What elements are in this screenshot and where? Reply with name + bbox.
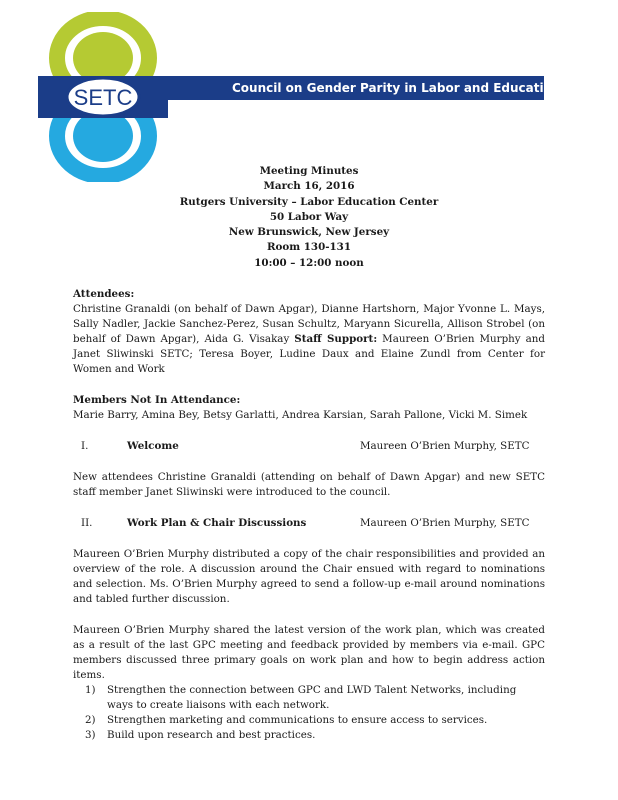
agenda-title: Work Plan & Chair Discussions bbox=[127, 517, 307, 530]
meeting-time: 10:00 – 12:00 noon bbox=[254, 256, 364, 269]
absent-title: Members Not In Attendance: bbox=[73, 394, 241, 407]
logo-text: SETC bbox=[73, 85, 133, 110]
staff-support-names: Maureen O’Brien Murphy and Janet Sliwinski SETC; Teresa Boyer, Ludine Daux and Elaine Zundl from Center for Women and Work bbox=[73, 333, 545, 376]
list-item bbox=[85, 683, 545, 713]
goal-number: 3) bbox=[85, 729, 96, 742]
meeting-venue: Rutgers University – Labor Education Center bbox=[179, 195, 439, 208]
meeting-info bbox=[73, 164, 545, 271]
goal-text: Strengthen the connection between GPC and LWD Talent Networks, including ways to create liaisons with each network. bbox=[107, 684, 517, 712]
agenda-title: Welcome bbox=[127, 440, 179, 453]
staff-support-label: Staff Support: bbox=[294, 333, 378, 346]
goal-number: 2) bbox=[85, 714, 96, 727]
meeting-room: Room 130-131 bbox=[266, 241, 352, 254]
agenda-number: II. bbox=[81, 517, 93, 530]
agenda-presenter: Maureen O’Brien Murphy, SETC bbox=[360, 517, 530, 530]
work-plan-paragraph-1: Maureen O’Brien Murphy distributed a copy of the chair responsibilities and provided an overview of the role. A discussion around the Chair ensued with regard to nominations and selection. Ms. O’Brien Murphy agreed to send a follow-up e-mail around nominations and tabled further discussion. bbox=[73, 548, 545, 606]
council-title: Council on Gender Parity in Labor and Education bbox=[232, 81, 561, 95]
attendees-list bbox=[73, 302, 545, 377]
work-plan-paragraph-2: Maureen O’Brien Murphy shared the latest version of the work plan, which was created as a result of the last GPC meeting and feedback provided by members via e-mail. GPC members discussed three primary goals on work plan and how to begin address action items. bbox=[73, 624, 545, 682]
agenda-item-work-plan bbox=[73, 516, 545, 531]
meeting-city: New Brunswick, New Jersey bbox=[228, 226, 390, 239]
welcome-paragraph: New attendees Christine Granaldi (attending on behalf of Dawn Apgar) and new SETC staff member Janet Sliwinski were introduced to the council. bbox=[73, 471, 545, 499]
meeting-date: March 16, 2016 bbox=[263, 180, 355, 193]
minutes-body bbox=[73, 164, 545, 743]
agenda-number: I. bbox=[81, 440, 89, 453]
meeting-heading: Meeting Minutes bbox=[259, 165, 359, 177]
agenda-item-welcome bbox=[73, 439, 545, 454]
goal-text: Build upon research and best practices. bbox=[107, 729, 316, 742]
attendees-title: Attendees: bbox=[73, 288, 135, 301]
absent-list: Marie Barry, Amina Bey, Betsy Garlatti, Andrea Karsian, Sarah Pallone, Vicki M. Simek bbox=[73, 409, 528, 422]
meeting-street: 50 Labor Way bbox=[269, 210, 349, 223]
agenda-presenter: Maureen O’Brien Murphy, SETC bbox=[360, 440, 530, 453]
goal-number: 1) bbox=[85, 684, 96, 697]
goal-text: Strengthen marketing and communications to ensure access to services. bbox=[107, 714, 488, 727]
goals-list bbox=[73, 683, 545, 743]
list-item bbox=[85, 713, 545, 728]
list-item bbox=[85, 728, 545, 743]
attendees-names: Christine Granaldi (on behalf of Dawn Apgar), Dianne Hartshorn, Major Yvonne L. Mays, Sally Nadler, Jackie Sanchez-Perez, Susan Schultz, Maryann Sicurella, Allison Strobel (on behalf of Dawn Apgar), Aida G. Visakay bbox=[73, 303, 545, 346]
